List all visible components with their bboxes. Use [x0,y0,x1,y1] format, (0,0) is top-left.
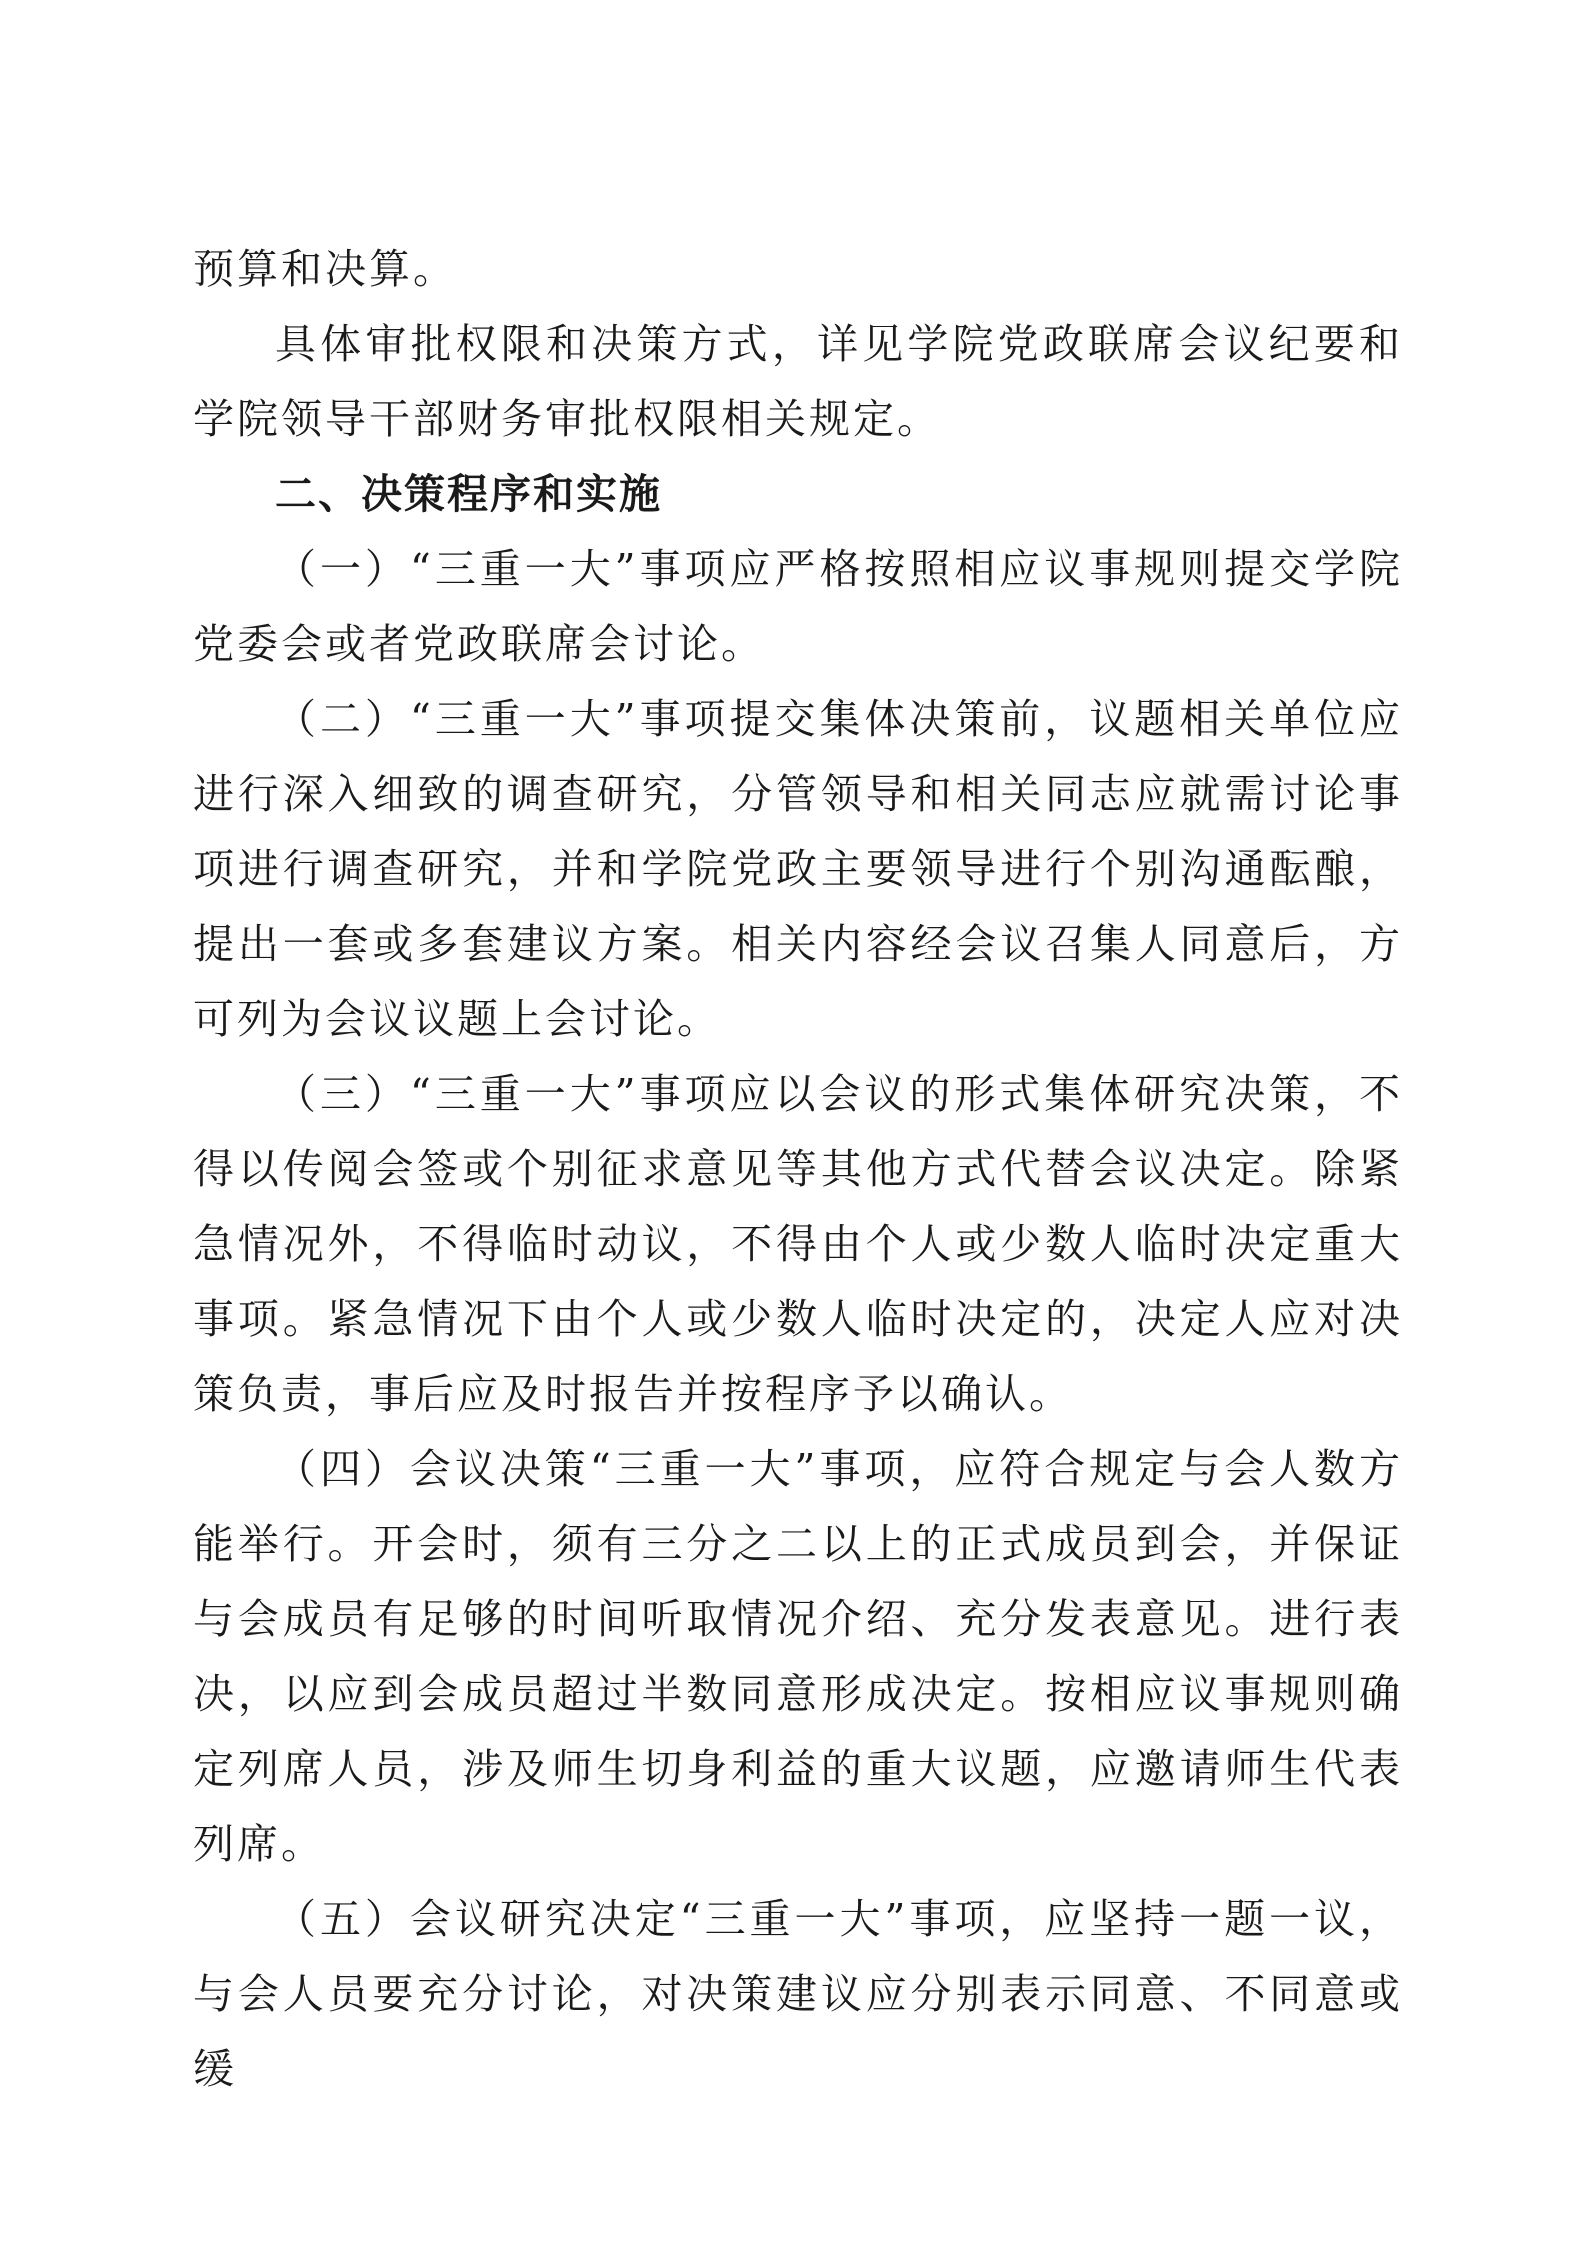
paragraph-item-1: （一）“三重一大”事项应严格按照相应议事规则提交学院党委会或者党政联席会讨论。 [193,545,1403,668]
paragraph-approval-authority: 具体审批权限和决策方式，详见学院党政联席会议纪要和学院领导干部财务审批权限相关规定。 [193,320,1403,443]
paragraph-item-5: （五）会议研究决定“三重一大”事项，应坚持一题一议，与会人员要充分讨论，对决策建议应分别表示同意、不同意或缓 [193,1895,1403,2093]
paragraph-item-4: （四）会议决策“三重一大”事项，应符合规定与会人数方能举行。开会时，须有三分之二以上的正式成员到会，并保证与会成员有足够的时间听取情况介绍、充分发表意见。进行表决，以应到会成员超过半数同意形成决定。按相应议事规则确定列席人员，涉及师生切身利益的重大议题，应邀请师生代表列席。 [193,1445,1403,1868]
section-heading-decision-procedure: 二、决策程序和实施 [275,470,662,518]
paragraph-item-3: （三）“三重一大”事项应以会议的形式集体研究决策，不得以传阅会签或个别征求意见等其他方式代替会议决定。除紧急情况外，不得临时动议，不得由个人或少数人临时决定重大事项。紧急情况下由个人或少数人临时决定的，决定人应对决策负责，事后应及时报告并按程序予以确认。 [193,1070,1403,1418]
paragraph-item-2: （二）“三重一大”事项提交集体决策前，议题相关单位应进行深入细致的调查研究，分管领导和相关同志应就需讨论事项进行调查研究，并和学院党政主要领导进行个别沟通酝酿，提出一套或多套建议方案。相关内容经会议召集人同意后，方可列为会议议题上会讨论。 [193,695,1403,1043]
paragraph-continuation: 预算和决算。 [193,245,457,293]
document-body [193,232,1403,2107]
